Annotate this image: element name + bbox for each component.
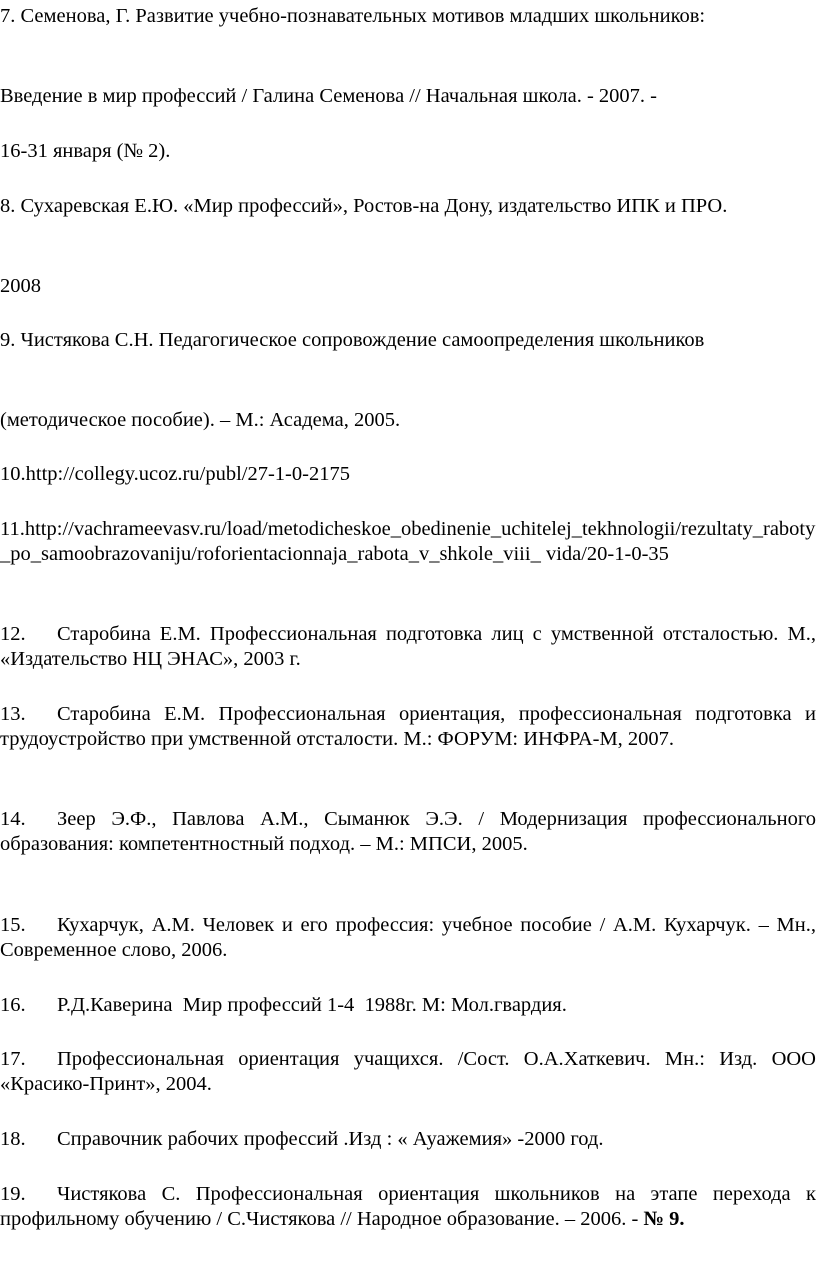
reference-19-text: Чистякова С. Профессиональная ориентация школьников на этапе перехода к профильному обучению / С.Чистякова // Народное образование. – 2006. - bbox=[0, 1183, 816, 1230]
reference-12-number: 12. bbox=[0, 623, 26, 645]
reference-14-text: Зеер Э.Ф., Павлова А.М., Сыманюк Э.Э. / Модернизация профессионального образования: компетентностный подход. – М.: МПСИ, 2005. bbox=[0, 808, 816, 855]
reference-18-text: Справочник рабочих профессий .Изд : « Ауажемия» -2000 год. bbox=[57, 1128, 604, 1150]
reference-15-number: 15. bbox=[0, 914, 26, 936]
reference-14-number: 14. bbox=[0, 808, 26, 830]
reference-17-number: 17. bbox=[0, 1048, 26, 1070]
reference-19 bbox=[0, 1182, 816, 1232]
reference-19-issue: № 9. bbox=[643, 1208, 685, 1230]
reference-10-link[interactable]: 10.http://collegy.ucoz.ru/publ/27-1-0-2175 bbox=[0, 463, 350, 485]
reference-14 bbox=[0, 807, 816, 857]
reference-8-line-2: 2008 bbox=[0, 275, 41, 297]
reference-13-text: Старобина Е.М. Профессиональная ориентация, профессиональная подготовка и трудоустройство при умственной отсталости. М.: ФОРУМ: ИНФРА-М, 2007. bbox=[0, 703, 816, 750]
reference-7-line-1: 7. Семенова, Г. Развитие учебно-познавательных мотивов младших школьников: bbox=[0, 5, 706, 27]
reference-15 bbox=[0, 913, 816, 963]
reference-13 bbox=[0, 702, 816, 752]
reference-16-number: 16. bbox=[0, 994, 26, 1016]
reference-11-link[interactable]: 11.http://vachrameevasv.ru/load/metodicheskoe_obedinenie_uchitelej_tekhnologii/rezultaty_raboty_po_samoobrazovaniju/roforientacionnaja_rabota_v_shkole_viii_ vida/20-1-0-35 bbox=[0, 518, 816, 565]
reference-16 bbox=[0, 993, 816, 1018]
reference-18 bbox=[0, 1127, 816, 1152]
reference-17-text: Профессиональная ориентация учащихся. /Сост. О.А.Хаткевич. Мн.: Изд. ООО «Красико-Принт», 2004. bbox=[0, 1048, 816, 1095]
reference-13-number: 13. bbox=[0, 703, 26, 725]
reference-8-line-1: 8. Сухаревская Е.Ю. «Мир профессий», Ростов-на Дону, издательство ИПК и ПРО. bbox=[0, 195, 728, 217]
reference-19-number: 19. bbox=[0, 1183, 26, 1205]
reference-18-number: 18. bbox=[0, 1128, 26, 1150]
reference-7-line-2: Введение в мир профессий / Галина Семенова // Начальная школа. - 2007. - bbox=[0, 85, 657, 107]
reference-9-line-2: (методическое пособие). – М.: Асадема, 2005. bbox=[0, 409, 401, 431]
reference-9-line-1: 9. Чистякова С.Н. Педагогическое сопровождение самоопределения школьников bbox=[0, 329, 705, 351]
reference-12 bbox=[0, 622, 816, 672]
reference-7-line-3: 16-31 января (№ 2). bbox=[0, 140, 171, 162]
reference-17 bbox=[0, 1047, 816, 1097]
reference-15-text: Кухарчук, А.М. Человек и его профессия: учебное пособие / А.М. Кухарчук. – Мн., Современное слово, 2006. bbox=[0, 914, 816, 961]
reference-12-text: Старобина Е.М. Профессиональная подготовка лиц с умственной отсталостью. М., «Издательство НЦ ЭНАС», 2003 г. bbox=[0, 623, 816, 670]
reference-16-text: Р.Д.Каверина Мир профессий 1-4 1988г. М: Мол.гвардия. bbox=[57, 994, 567, 1016]
